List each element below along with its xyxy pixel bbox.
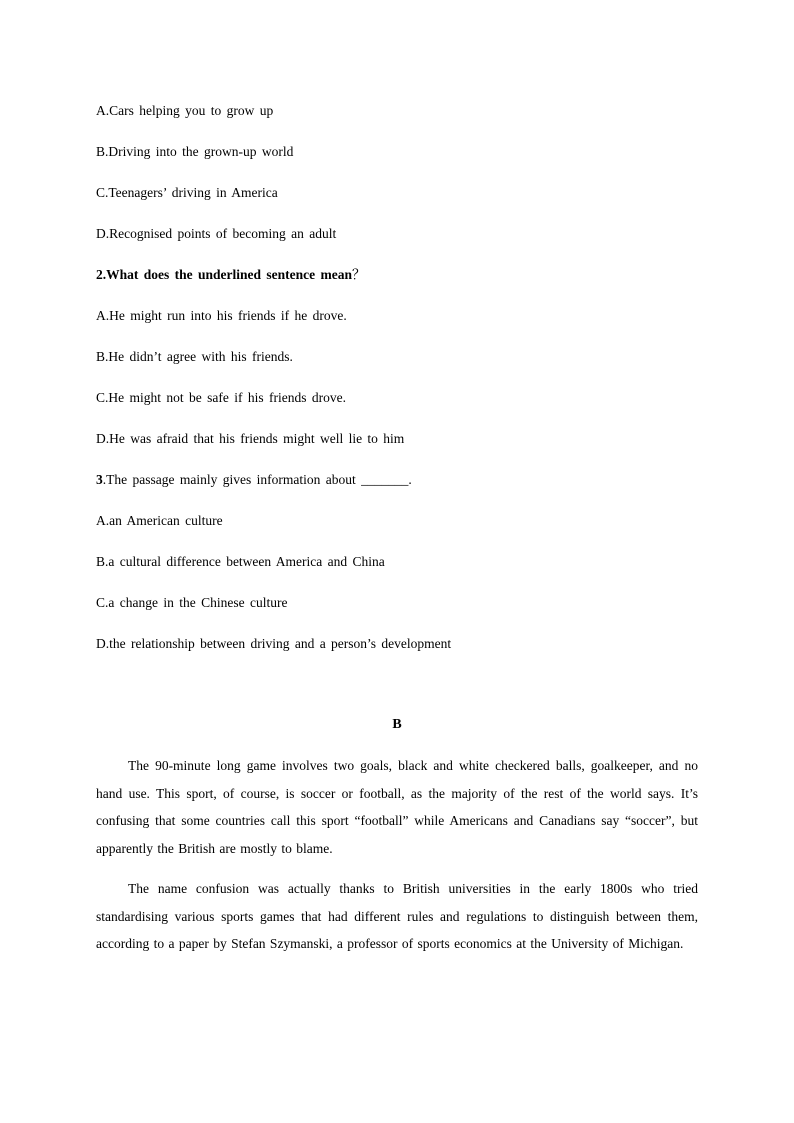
q2-question-mark: ？ — [352, 267, 366, 282]
q3-option-a: A.an American culture — [96, 513, 223, 528]
q2-question — [96, 266, 366, 284]
q1-option-b: B.Driving into the grown-up world — [96, 144, 294, 159]
q2-option-d: D.He was afraid that his friends might well lie to him — [96, 431, 405, 446]
section-b-title: B — [392, 717, 402, 732]
q1-option-d: D.Recognised points of becoming an adult — [96, 226, 337, 241]
q3-option-c: C.a change in the Chinese culture — [96, 595, 288, 610]
q1-option-a: A.Cars helping you to grow up — [96, 103, 274, 118]
q2-option-a: A.He might run into his friends if he drove. — [96, 308, 347, 323]
q2-stem: .What does the underlined sentence mean — [102, 267, 352, 282]
q3-question — [96, 471, 412, 489]
q2-number: 2 — [96, 267, 103, 282]
q3-option-b: B.a cultural difference between America and China — [96, 554, 385, 569]
q3-number: 3 — [96, 472, 103, 487]
q2-option-b: B.He didn’t agree with his friends. — [96, 349, 293, 364]
section-b-paragraph-2: The name confusion was actually thanks to British universities in the early 1800s who tried standardising various sports games that had different rules and regulations to distinguish between them, according to a paper by Stefan Szymanski, a professor of sports economics at the University of Michigan. — [96, 881, 698, 951]
q3-option-d: D.the relationship between driving and a person’s development — [96, 636, 452, 651]
q2-option-c: C.He might not be safe if his friends drove. — [96, 390, 346, 405]
q1-option-c: C.Teenagers’ driving in America — [96, 185, 278, 200]
q3-stem: .The passage mainly gives information about _______. — [102, 472, 412, 487]
section-b-paragraph-1: The 90-minute long game involves two goals, black and white checkered balls, goalkeeper, and no hand use. This sport, of course, is soccer or football, as the majority of the rest of the world says. It’s confusing that some countries call this sport “football” while Americans and Canadians say “soccer”, but apparently the British are mostly to blame. — [96, 758, 698, 856]
